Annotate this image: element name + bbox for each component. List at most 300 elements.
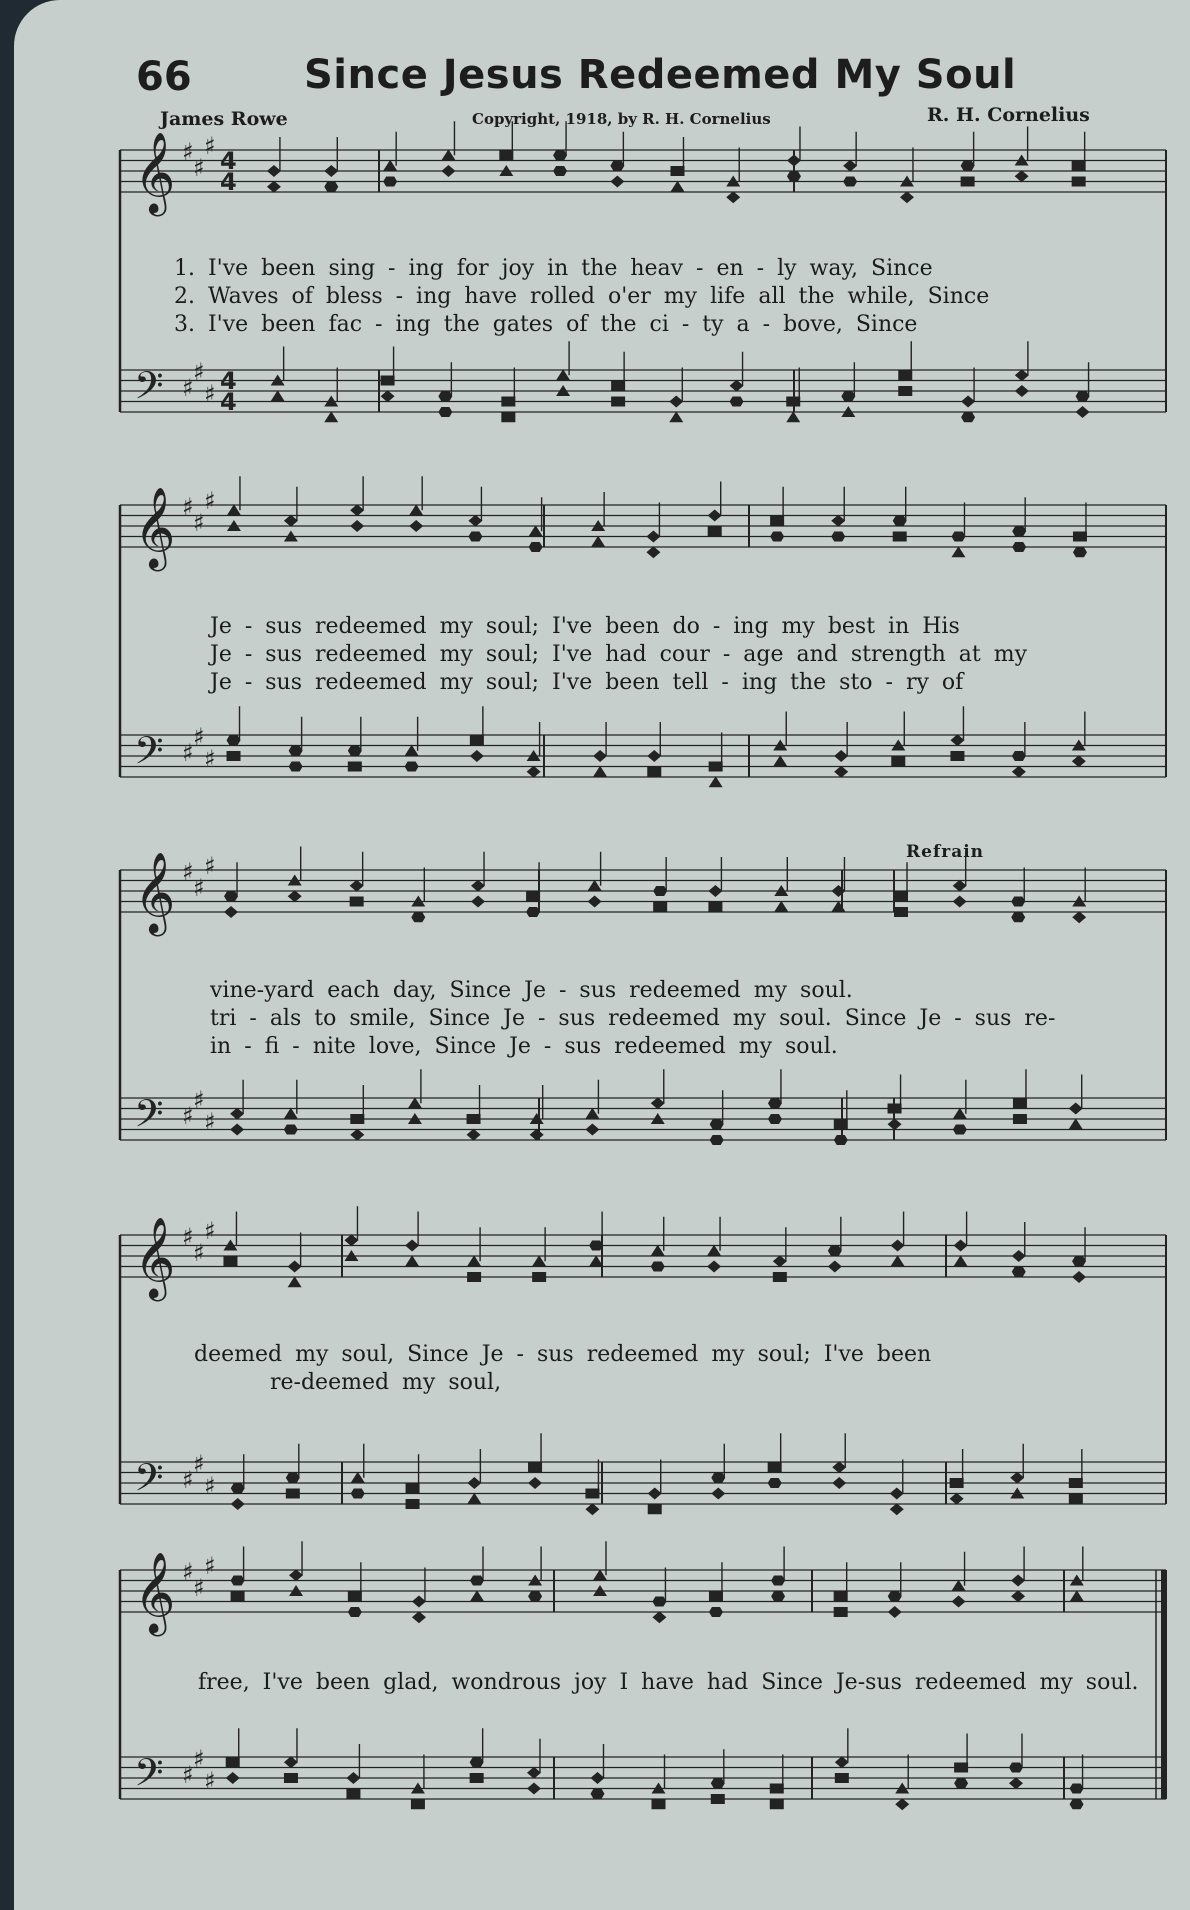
note-head [834, 1591, 848, 1601]
note-head [588, 896, 602, 908]
note-head [1012, 526, 1026, 536]
note-head [768, 1114, 782, 1124]
note-head [324, 182, 338, 192]
note-head [351, 1472, 365, 1483]
note-head [1011, 1590, 1025, 1602]
note-head [405, 1255, 419, 1266]
sharp-icon: ♯ [193, 509, 205, 537]
note-head [1009, 1777, 1023, 1789]
note-head [467, 1477, 481, 1489]
bass-clef-icon: 𝄢 [134, 1750, 164, 1804]
hymn-number: 66 [136, 54, 192, 100]
note-head [585, 1108, 599, 1119]
note-head [952, 1580, 966, 1591]
note-head [470, 1576, 484, 1586]
note-head [528, 1591, 542, 1601]
note-head [1072, 911, 1086, 923]
note-head [652, 1611, 666, 1623]
note-head [950, 751, 964, 761]
note-head [529, 542, 543, 552]
note-head [835, 1756, 849, 1768]
note-head [711, 1488, 725, 1500]
sharp-icon: ♯ [204, 1217, 216, 1245]
note-head [346, 1772, 360, 1784]
note-head [770, 516, 784, 526]
note-head [891, 756, 905, 766]
note-head [841, 391, 855, 401]
note-head [1073, 547, 1087, 557]
note-head [610, 161, 624, 171]
note-head [412, 1596, 426, 1608]
note-head [786, 397, 800, 407]
note-head [527, 1767, 541, 1779]
note-head [891, 1255, 905, 1266]
note-head [834, 1119, 848, 1129]
bass-clef-icon: 𝄢 [134, 1455, 164, 1509]
note-head [284, 1125, 298, 1135]
note-head [1012, 542, 1026, 552]
note-head [588, 880, 602, 891]
note-head [888, 1118, 902, 1130]
note-head [954, 1763, 968, 1773]
note-head [651, 1097, 665, 1109]
note-head [468, 515, 482, 527]
note-head [768, 1462, 782, 1472]
note-head [652, 1799, 666, 1809]
note-head [499, 150, 513, 160]
note-head [891, 1240, 905, 1252]
note-head [1072, 177, 1086, 187]
note-head [556, 369, 570, 380]
note-head [350, 1129, 364, 1141]
sharp-icon: ♯ [193, 723, 205, 751]
treble-clef-icon: 𝄞 [134, 1216, 176, 1298]
note-head [527, 1783, 541, 1795]
note-head [900, 191, 914, 203]
lyric-s1-v1: 1. I've been sing - ing for joy in the heav - en - ly way, Since [174, 256, 933, 281]
note-head [411, 912, 425, 922]
note-head [1072, 1256, 1086, 1266]
note-head [894, 907, 908, 917]
lyric-s3-v1: vine-yard each day, Since Je - sus redeemed my soul. [210, 978, 853, 1003]
note-head [350, 880, 364, 892]
sharp-icon: ♯ [193, 874, 205, 902]
sharp-icon: ♯ [182, 1223, 194, 1251]
lyric-s5-v1: free, I've been glad, wondrous joy I have had Since Je-sus redeemed my soul. [198, 1670, 1139, 1695]
note-head [730, 397, 744, 407]
note-head [346, 1789, 360, 1799]
note-head [468, 532, 482, 542]
note-head [831, 885, 845, 897]
note-head [787, 155, 801, 167]
note-head [1009, 1763, 1023, 1773]
note-head [230, 1108, 244, 1120]
sharp-icon: ♯ [193, 1574, 205, 1602]
note-head [831, 515, 845, 527]
note-head [710, 1135, 724, 1145]
note-head [226, 1772, 240, 1784]
note-head [1072, 1271, 1086, 1283]
note-head [528, 1477, 542, 1489]
note-head [467, 1493, 481, 1504]
note-head [470, 735, 484, 745]
note-head [286, 1473, 300, 1483]
note-head [593, 750, 607, 762]
note-head [406, 1499, 420, 1509]
note-head [405, 1240, 419, 1252]
final-bar-thick [1161, 1570, 1166, 1799]
note-head [467, 1114, 481, 1124]
sharp-icon: ♯ [193, 1745, 205, 1773]
note-head [773, 1272, 787, 1282]
note-head [770, 1784, 784, 1794]
note-head [1069, 1478, 1083, 1488]
note-head [1012, 766, 1026, 778]
note-head [227, 751, 241, 761]
note-head [894, 891, 908, 901]
note-head [708, 885, 722, 897]
note-head [1013, 1098, 1027, 1108]
note-head [585, 1489, 599, 1499]
sharp-icon: ♯ [182, 493, 194, 521]
note-head [590, 1789, 604, 1799]
sharp-icon: ♯ [193, 154, 205, 182]
note-head [471, 896, 485, 908]
note-head [532, 1255, 546, 1266]
note-head [669, 396, 683, 408]
note-head [591, 536, 605, 547]
note-head [530, 1129, 544, 1141]
note-head [898, 386, 912, 396]
lyric-s3-v2: tri - als to smile, Since Je - sus redeemed my soul. Since Je - sus re- [210, 1006, 1056, 1031]
note-head [1015, 369, 1029, 381]
lyric-s2-v1: Je - sus redeemed my soul; I've been do - ing my best in His [210, 614, 960, 639]
note-head [231, 1576, 245, 1586]
note-head [834, 1135, 848, 1145]
note-head [408, 1097, 422, 1108]
note-head [1076, 391, 1090, 401]
note-head [526, 907, 540, 917]
note-head [350, 504, 364, 516]
note-head [348, 762, 362, 772]
note-head [227, 735, 241, 745]
note-head [438, 407, 452, 417]
note-head [773, 1255, 787, 1267]
note-head [467, 1272, 481, 1282]
note-head [832, 1477, 846, 1489]
note-head [267, 165, 281, 177]
note-head [1076, 406, 1090, 418]
lyric-s4-v1: deemed my soul, Since Je - sus redeemed my soul; I've been [194, 1342, 932, 1367]
note-head [441, 149, 455, 160]
note-head [709, 762, 723, 772]
note-head [231, 1591, 245, 1601]
note-head [711, 1778, 725, 1788]
note-head [950, 1493, 964, 1505]
note-head [226, 1757, 240, 1767]
sharp-icon: ♯ [182, 1466, 194, 1494]
note-head [834, 1607, 848, 1617]
treble-clef-icon: 𝄞 [134, 486, 176, 568]
note-head [231, 1498, 245, 1510]
note-head [653, 886, 667, 896]
note-head [1012, 1250, 1026, 1262]
note-head [768, 1478, 782, 1488]
note-head [961, 161, 975, 171]
note-head [646, 546, 660, 558]
copyright-notice: Copyright, 1918, by R. H. Cornelius [472, 110, 771, 128]
note-head [288, 890, 302, 902]
note-head [1069, 1103, 1083, 1115]
note-head [288, 1261, 302, 1273]
note-head [709, 1591, 723, 1601]
sharp-icon: ♯ [204, 852, 216, 880]
note-head [324, 165, 338, 177]
note-head [787, 171, 801, 181]
note-head [950, 734, 964, 746]
note-head [768, 1098, 782, 1108]
note-head [267, 181, 281, 193]
lyric-s4-v2: re-deemed my soul, [270, 1370, 502, 1395]
note-head [288, 1276, 302, 1287]
note-head [707, 1261, 721, 1273]
note-head [1072, 161, 1086, 171]
note-head [284, 515, 298, 527]
note-head [350, 520, 364, 532]
sharp-icon: ♯ [204, 487, 216, 515]
note-head [954, 1255, 968, 1266]
note-head [411, 1799, 425, 1809]
note-head [954, 1778, 968, 1788]
note-head [344, 1234, 358, 1246]
note-head [828, 1261, 842, 1273]
note-head [348, 746, 362, 756]
note-head [383, 177, 397, 187]
composer-credit: R. H. Cornelius [927, 104, 1090, 126]
time-signature: 4 [220, 367, 237, 395]
note-head [895, 1798, 909, 1810]
note-head [224, 891, 238, 901]
note-head [526, 891, 540, 901]
note-head [223, 1256, 237, 1266]
note-head [961, 412, 975, 422]
note-head [888, 1104, 902, 1114]
note-head [1015, 385, 1029, 397]
note-head [611, 397, 625, 407]
note-head [708, 510, 722, 522]
note-head [950, 1478, 964, 1488]
note-head [470, 1590, 484, 1601]
note-head [585, 1503, 599, 1515]
note-head [893, 516, 907, 526]
note-head [843, 160, 857, 172]
note-head [1012, 1267, 1026, 1277]
note-head [1011, 912, 1025, 922]
note-head [954, 1240, 968, 1252]
note-head [553, 150, 567, 160]
note-head [289, 762, 303, 772]
note-head [647, 767, 661, 777]
note-head [405, 762, 419, 772]
note-head [381, 376, 395, 386]
note-head [289, 746, 303, 756]
refrain-label: Refrain [906, 842, 985, 862]
note-head [409, 520, 423, 532]
note-head [324, 411, 338, 422]
sharp-icon: ♯ [193, 358, 205, 386]
note-head [289, 1569, 303, 1581]
note-head [647, 750, 661, 762]
note-head [529, 525, 543, 536]
note-head [951, 546, 965, 557]
note-head [831, 532, 845, 542]
note-head [467, 1255, 481, 1266]
note-head [532, 1272, 546, 1282]
sharp-icon: ♯ [204, 1767, 216, 1795]
note-head [590, 1772, 604, 1784]
note-head [834, 750, 848, 762]
author-credit: James Rowe [160, 108, 288, 130]
sharp-icon: ♯ [204, 745, 216, 773]
note-head [646, 531, 660, 543]
note-head [831, 901, 845, 912]
note-head [1011, 1575, 1025, 1587]
note-head [951, 532, 965, 542]
sharp-icon: ♯ [204, 1552, 216, 1580]
note-head [528, 1462, 542, 1472]
note-head [610, 176, 624, 188]
sharp-icon: ♯ [204, 132, 216, 160]
bass-clef-icon: 𝄢 [134, 363, 164, 417]
sharp-icon: ♯ [193, 1086, 205, 1114]
note-head [593, 766, 607, 777]
hymn-title: Since Jesus Redeemed My Soul [304, 52, 1017, 98]
note-head [383, 160, 397, 171]
note-head [1073, 532, 1087, 542]
note-head [890, 1488, 904, 1500]
note-head [670, 166, 684, 176]
note-head [1011, 897, 1025, 907]
time-signature: 4 [220, 168, 237, 196]
lyric-s2-v2: Je - sus redeemed my soul; I've had cour - age and strength at my [210, 642, 1027, 667]
note-head [350, 897, 364, 907]
note-head [1015, 170, 1029, 182]
note-head [405, 745, 419, 756]
note-head [774, 901, 788, 912]
note-head [284, 1756, 298, 1768]
note-head [553, 166, 567, 176]
note-head [1069, 1494, 1083, 1504]
note-head [888, 1606, 902, 1618]
lyric-s2-v3: Je - sus redeemed my soul; I've been tell - ing the sto - ry of [210, 670, 964, 695]
note-head [409, 504, 423, 515]
note-head [231, 1483, 245, 1493]
note-head [527, 766, 541, 778]
note-head [648, 1488, 662, 1500]
note-head [350, 1114, 364, 1124]
note-head [726, 191, 740, 203]
note-head [961, 396, 975, 408]
note-head [771, 1576, 785, 1586]
sharp-icon: ♯ [193, 1239, 205, 1267]
note-head [652, 1597, 666, 1607]
time-signature: 4 [220, 388, 237, 416]
note-head [348, 1607, 362, 1617]
note-head [651, 1262, 665, 1272]
note-head [832, 1461, 846, 1473]
note-head [1013, 1114, 1027, 1124]
note-head [961, 177, 975, 187]
note-head [773, 755, 787, 766]
note-head [1070, 1590, 1084, 1601]
sharp-icon: ♯ [182, 739, 194, 767]
note-head [230, 1124, 244, 1136]
note-head [669, 411, 683, 422]
note-head [593, 1569, 607, 1580]
note-head [438, 391, 452, 401]
note-head [470, 1773, 484, 1783]
note-head [412, 1611, 426, 1623]
note-head [271, 390, 285, 401]
note-head [711, 1794, 725, 1804]
note-head [711, 1473, 725, 1483]
note-head [708, 526, 722, 536]
note-head [953, 1125, 967, 1135]
note-head [771, 1591, 785, 1601]
lyric-s1-v2: 2. Waves of bless - ing have rolled o'er my life all the while, Since [174, 284, 990, 309]
note-head [653, 902, 667, 912]
note-head [284, 1773, 298, 1783]
hymnal-page [14, 0, 1190, 1910]
sharp-icon: ♯ [204, 1108, 216, 1136]
note-head [227, 504, 241, 515]
note-head [1070, 1784, 1084, 1794]
note-head [890, 1503, 904, 1515]
treble-clef-icon: 𝄞 [134, 131, 176, 213]
sharp-icon: ♯ [182, 138, 194, 166]
note-head [707, 1245, 721, 1256]
note-head [648, 1504, 662, 1514]
sharp-icon: ♯ [204, 380, 216, 408]
note-head [828, 1246, 842, 1256]
note-head [1069, 1118, 1083, 1129]
note-head [953, 880, 967, 892]
bass-clef-icon: 𝄢 [134, 728, 164, 782]
note-head [467, 1129, 481, 1141]
note-head [843, 177, 857, 187]
note-head [888, 1591, 902, 1601]
note-head [710, 1119, 724, 1129]
sharp-icon: ♯ [204, 1472, 216, 1500]
note-head [730, 380, 744, 392]
note-head [284, 1108, 298, 1119]
note-head [1072, 755, 1086, 767]
note-head [611, 381, 625, 391]
note-head [709, 1607, 723, 1617]
treble-clef-icon: 𝄞 [134, 1551, 176, 1633]
bass-clef-icon: 𝄢 [134, 1091, 164, 1145]
note-head [953, 896, 967, 908]
note-head [834, 766, 848, 778]
note-head [1012, 751, 1026, 761]
note-head [286, 1489, 300, 1499]
lyric-s3-v3: in - fi - nite love, Since Je - sus redeemed my soul. [210, 1034, 838, 1059]
note-head [471, 880, 485, 892]
note-head [770, 532, 784, 542]
note-head [224, 906, 238, 918]
note-head [770, 1799, 784, 1809]
treble-clef-icon: 𝄞 [134, 851, 176, 933]
